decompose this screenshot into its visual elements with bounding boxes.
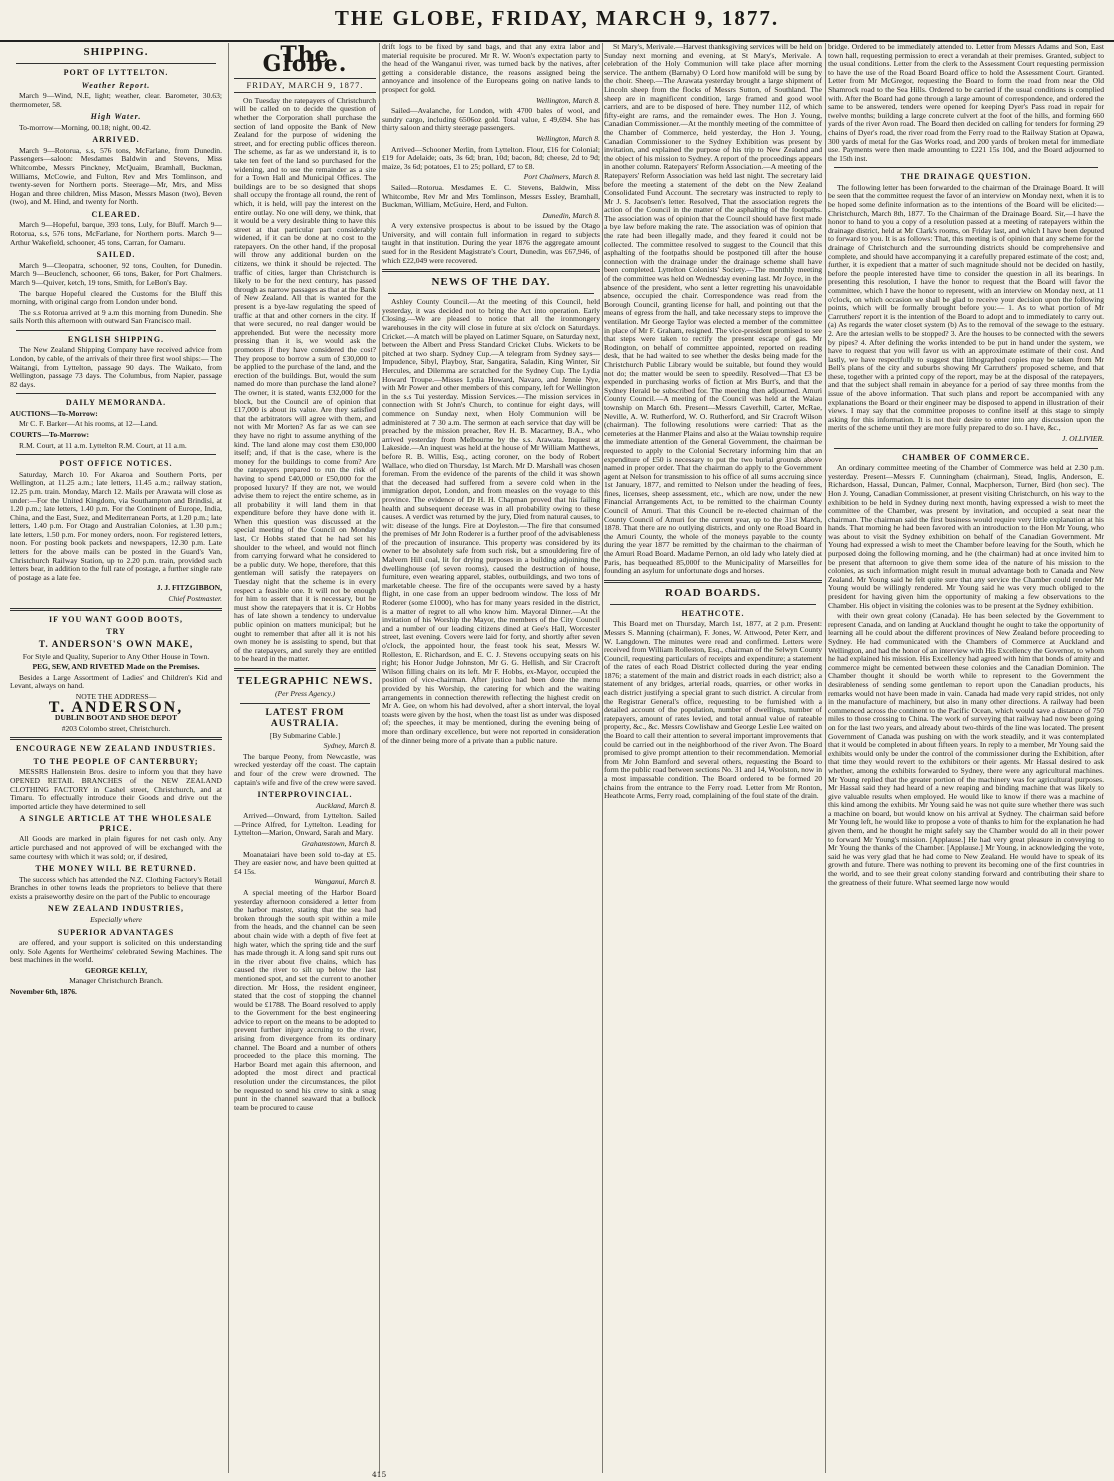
heathcote-heading: HEATHCOTE.: [681, 608, 745, 618]
cable-line: [By Submarine Cable.]: [269, 730, 341, 740]
boots-name: T. ANDERSON'S OWN MAKE,: [38, 639, 194, 650]
cleared-label: CLEARED.: [91, 209, 141, 219]
courts-label: COURTS—To-Morrow:: [10, 430, 90, 440]
road-board-continued: bridge. Ordered to be immediately attended to. Letter from Messrs Adams and Son, East town hall, requesting permission to erect a verandah at their premises. Granted, subject to the usual conditions. Letter from the clerk to the Assessment Court requesting permission to have the use of the Road Board Board office to hold the Assessment Court. Granted. Letter from Mr McGregor, requesting the Board to form the road from near the Old Shamrock road to the Sea Hills. Ordered to be carried if the usual conditions is complied with. After the Board had gone through a large amount of correspondence, and ordered the same to be answered, tenders were opened for keeping Dyer's Pass road in repair for twelve months; building a large concrete culvert at the foot of the hills, and forming 660 yards of the river Avon road. The Board then decided on calling for tenders for forming 29 chains of Dyer's road, the river road from the Ferry road to the Railway Station at Opawa, 300 yards of metal for the Gas Works road, and 200 yards of broken metal for immediate use. Payments were then made amounting to £221 15s 10d, and the Board adjourned to the 15th inst.: [828, 43, 1104, 163]
dunedin-text: A very extensive prospectus is about to be issued by the Otago University, and will contain full information in regard to subjects taught in that institution. During the year 1876 the aggregate amount sued for in the Resident Magistrate's Court, Dunedin, was £67,946, of which £22,049 were recovered.: [382, 221, 600, 265]
divider: [10, 737, 222, 740]
column-4: [604, 43, 822, 1473]
column-1: [10, 43, 222, 1473]
wellington-text: Sailed—Avalanche, for London, with 4700 bales of wool, and sundry cargo, including 6506oz gold. Total value, £ 49,694. She has thirty saloon and thirty steerage passengers.: [382, 106, 600, 133]
english-shipping-text: The New Zealand Shipping Company have received advice from London, by cable, of the arrivals of their three first wool ships:— The Waitangi, from Lyttelton, passage 90 days. The Waikato, from Wellington, passage 73 days. The Columbus, from Napier, passage 82 days.: [10, 345, 222, 389]
arrived-label: ARRIVED.: [92, 135, 140, 145]
column-5: [828, 43, 1104, 1473]
drainage-heading: THE DRAINAGE QUESTION.: [900, 172, 1032, 182]
editorial-dateline: FRIDAY, MARCH 9, 1877.: [234, 78, 376, 93]
boots-pegged: PEG, SEW, AND RIVETED Made on the Premises.: [32, 662, 200, 672]
sailed-label: SAILED.: [96, 250, 136, 260]
press-agency: (Per Press Agency.): [274, 688, 336, 698]
ad-date: November 6th, 1876.: [10, 986, 77, 996]
shipping-paragraph: The barque Hopeful cleared the Customs for the Bluff this morning, with original cargo from London under bond.: [10, 288, 222, 307]
manager-title: Manager Christchurch Branch.: [69, 976, 163, 986]
divider: [234, 668, 376, 671]
auckland-dateline: Auckland, March 8.: [315, 800, 376, 810]
encourage-heading: ENCOURAGE NEW ZEALAND INDUSTRIES.: [16, 744, 216, 754]
shipping-paragraph: The s.s Rotorua arrived at 9 a.m this morning from Dunedin. She sails North this afternoon with outward San Francisco mail.: [10, 307, 222, 326]
wellington-dateline-2: Wellington, March 8.: [536, 133, 600, 143]
chamber-text: An ordinary committee meeting of the Chamber of Commerce was held at 2.30 p.m. yesterday. Present—Messrs F. Cunningham (chairman), Stead, Inglis, Anderson, E. Richardson, Hassal, Duncan, Palmer, Connal, Macpherson, Turner, Bird (hon sec). The Hon J. Young, Canadian Commissioner, at present visiting Christchurch, on his way to the exhibition to be held in Sydney during next month, having expressed a wish to meet the committee of the Chamber, was present by invitation, and occupied a seat near the chairman. The chairman said the first business would require very little explanation at his hands. That morning he had been favored with an introduction to the Hon Mr Young, who was about to visit the Sydney exhibition on behalf of the Canadian Government. Mr Young had expressed a wish to meet the Chamber before leaving for the South, which he purposed doing the following morning, and he (the chairman) had at once invited him to be present that afternoon to give them some idea of the nature of his mission to the colonies, as such information might result in mutual advantage both to Canada and New Zealand. Mr Young said he felt quite sure that any service the Chamber could render Mr Young would be willingly rendered. Mr Young said he was very much obliged to the president for having given him the opportunity of making a few observations to the Chamber. His object in visiting the colonies was to be present at the Sydney exhibition.: [828, 463, 1104, 610]
encourage-single: A SINGLE ARTICLE AT THE WHOLESALE PRICE.: [19, 814, 213, 833]
divider: [388, 293, 594, 294]
memoranda-heading: DAILY MEMORANDA.: [65, 398, 167, 408]
telegraphic-heading: TELEGRAPHIC NEWS.: [236, 674, 374, 687]
sydney-text: The barque Peony, from Newcastle, was wrecked yesterday off the coast. The captain and four of the crew were drowned. The captain's wife and five of the crew were saved.: [234, 751, 376, 787]
chamber-heading: CHAMBER OF COMMERCE.: [902, 452, 1030, 462]
drainage-signature: J. OLLIVIER.: [1062, 434, 1104, 444]
encourage-money: THE MONEY WILL BE RETURNED.: [35, 864, 197, 874]
high-water-text: To-morrow—Morning, 00.18; night, 00.42.: [19, 122, 151, 132]
page-number: 415: [372, 1470, 387, 1479]
boots-try: TRY: [106, 627, 126, 637]
wanganui-text: A special meeting of the Harbor Board yesterday afternoon considered a letter from the harbor master, stating that the sea had broken through the south spit within a mile from the heads, and the channel can be seen about chain wide with a depth of five feet at high water, which the spring tide and the surf has made through it. A long sand spit runs out in the river about five chains, which has caused the river to silt up below the last mentioned spot, and set the current to another direction. Mr Hoss, the resident engineer, stated that the cost of stopping the channel would be £1788. The Board resolved to apply to the Government for the best engineering advice to report on the means to be adopted to prevent further injury accruing to the river, arising from divergence from its ordinary channel. The Board and a number of others proceeded to the place this morning. The Harbor Board met again this afternoon, and adopted the most direct and practical resolution under the circumstances, the pilot be requested to send his crew to sink a snag punt in the channel seaward that a bullock team be procured to cause: [234, 887, 376, 1112]
news-of-the-day-heading: NEWS OF THE DAY.: [431, 276, 551, 289]
auctions-label: AUCTIONS—To-Morrow:: [10, 408, 98, 418]
port-chalmers-text: Sailed—Rotorua. Mesdames E. C. Stevens, Baldwin, Miss Whitcombe, Rev Mr and Mrs Tomlinson, Messrs Essley, Bramhall, Buckman, William, McGuire, Herd, and Fulton.: [382, 182, 600, 210]
post-office-text: Saturday, March 10. For Akaroa and Southern Ports, per Wellington, at 11.25 a.m.; late letters, 11.45 a.m.; railway station, 12.25 p.m. train. Monday, March 12. Mails per Arawata will close as under:—For the United Kingdom, via Southampton and Brindisi, at 1.20 p.m.; late letters, 1.40 p.m. For the Continent of Europe, India, China, and the East, Suez, and Mediterranean Ports, at 1.20 p.m.; late letters, 1.40 p.m. For Otago and Australian Colonies, at 1.30 p.m.; late letters, 1.50 p.m. For money orders, noon. For registered letters, noon. For posting book packets and newspapers, 12.30 p.m. Late letters for the above mails can be posted in the Guard's Van, Christchurch Railway Station, up to 2.20 p.m. train, provided such letters bear, in addition to the full rate of postage, a further single rate of postage as a late fee.: [10, 469, 222, 582]
divider: [834, 167, 1098, 168]
boots-note: NOTE THE ADDRESS—: [75, 692, 157, 701]
high-water-label: High Water.: [90, 112, 142, 122]
postmaster-signature: J. J. FITZGIBBON,: [156, 583, 222, 593]
news-continued: St Mary's, Merivale.—Harvest thanksgiving services will be held on Sunday next morning and evening, at St Mary's, Merivale. A celebration of the Holy Communion will take place after morning service. The anthem (Barnaby) O Lord how manifold will be sung by the choir. Sheep.—The Arawata yesterday brought a large shipment of Lincoln sheep from the flocks of Messrs Sutton, of Southland. The sheep are in magnificent condition, large framed and good wool carriers, and are to be disposed of here. They number 112, of which fifty-eight are rams, and the remainder ewes. The Hon J. Young, Canadian Commissioner.—At the monthly meeting of the committee of the Chamber of Commerce, held yesterday, the Hon J. Young, Canadian Commissioner to the Sydney Exhibition was present by invitation, and explained the purpose of his trip to New Zealand and the object of his mission to Sydney. A report of the proceedings appears in another column. Ratepayers' Reform Association.—A meeting of the Ratepayers' Reform Association was held last night. The secretary laid before the meeting a statement of the debt on the New Zealand Consolidated Fund Account. The secretary was instructed to reply to Mr J. S. Jacobsen's letter. Resolved, That the association regrets the action of the Council in the matter of the asphalting of the footpaths. The association was of opinion that the Council should have first made a bye law before making the rate. The association was of opinion that the rate had been illegally made, and they feared it could not be collected. The committee resolved to suggest to the Council that this asphalting of the footpaths should be postponed till after the house connection with the drainage under the drainage scheme shall have been completed. Lyttelton Colonists' Society.—The monthly meeting of the committee was held on Wednesday evening last. Mr Joyce, in the absence of the president, who sent a letter regretting his unavoidable absence, occupied the chair. Correspondence was read from the Borough Council, granting license for hall, and pointing out that the means of egress from the hall, and take necessary steps to improve the ventilation. Mr George Taylor was elected a member of the committee in place of Mr F. Graham, resigned. The vice-president promised to see that steps were taken to rectify the present escape of gas. Mr Rodington, on behalf of committee appointed, reported on reading desk, that he had waited to see whether the desks being made for the Christchurch Public Library would be suitable, but found they would not do; the matter would be seen to speedily. Resolved—That £3 be expended in purchasing works of fiction at Mrs Burt's, and that the Sydney Herald be subscribed for. The meeting then adjourned. Amuri County Council.—A meeting of the Council was held at the Waiau township on March 6th. Present—Messrs Caverhill, Carter, McRae, Neville, A. W. Rutherford, W. O. Rutherford, and Sir Cracroft Wilson (chairman). The following resolutions were carried: That as the cemeteries at the Hanmer Plains and also at the Waiau township require the immediate attention of the General Government, the chairman be requested to apply to the Colonial Secretary informing him that an expenditure of £50 is necessary to put the two burial grounds above named in proper order. That the chairman do apply to the Government agent at Nelson for transmission to his office of all sums accruing since 1st January, 1877, and remitted to Nelson under the heading of fees, fines, licenses, sheep assessment, etc., which are now, under the new Financial Arrangements Act, to be remitted to the chairman County Council of Amuri. That this Council be re-elected chairman of the County Council of Amuri for the current year, up to the 31st March, 1878. That there are no outlying districts, and only one Road Board in the Amuri County, the whole of the moneys payable to the county during the year 1877 be remitted by the chairman to the chairman of the Amuri Road Board. Madame Pernon, an old lady who lately died at Paris, has bequeathed 85,000f to the Municipality of Marseilles for founding an asylum for unfortunate dogs and horses.: [604, 43, 822, 576]
column-divider: [228, 43, 229, 1473]
port-chalmers-dateline: Port Chalmers, March 8.: [523, 172, 600, 182]
arrived-text: March 9—Rotorua, s.s, 576 tons, McFarlane, from Dunedin. Passengers—saloon: Mesdames Baldwin and Stevens, Miss Whitcombe, Messrs Pinckney, McQuaim, Bramhall, Buckman, Williams, McCowie, and Fulton, Rev and Mrs Tomlinson, and twenty-seven for Northern ports. Steerage—Mr, Mrs, and Miss Hogan and three children, Miss Mason, Messrs Mason (two), Beven (two), and M. Hind, and twenty for North.: [10, 145, 222, 207]
divider: [610, 604, 816, 605]
encourage-text: MESSRS Hallenstein Bros. desire to inform you that they have OPENED RETAIL BRANCHES of the NEW ZEALAND CLOTHING FACTORY in Cashel street, Christchurch, and at Timaru. To effectually introduce their Goods and drive out the imported article they have determined to sell: [10, 767, 222, 811]
divider: [604, 580, 822, 583]
weather-text: March 9—Wind, N.E, light; weather, clear. Barometer, 30.63; thermometer, 58.: [10, 91, 222, 109]
post-office-heading: POST OFFICE NOTICES.: [59, 459, 173, 469]
divider: [16, 454, 216, 455]
divider: [240, 703, 370, 704]
column-divider: [379, 43, 380, 1473]
english-shipping-heading: ENGLISH SHIPPING.: [67, 334, 165, 344]
australia-heading: LATEST FROM AUSTRALIA.: [265, 707, 345, 729]
port-heading: PORT OF LYTTELTON.: [63, 68, 169, 77]
encourage-text-4: are offered, and your support is solicited on this understanding only. Sole Agents for Wertheims' celebrated Sewing Machines. The best machines in the world.: [10, 938, 222, 965]
dunedin-dateline: Dunedin, March 8.: [542, 210, 600, 220]
boots-address-street: #203 Colombo street, Christchurch.: [61, 723, 171, 733]
wellington-text-2: Arrived—Schooner Merlin, from Lyttelton. Flour, £16 for Colonial; £19 for Adelaide; oats, 3s 6d; bran, 10d; bacon, 8d; cheese, 2d to 9d; maize, 3s 6d; potatoes, £1 to 25; pollard, £7 to £8.: [382, 144, 600, 171]
grahamstown-dateline: Grahamstown, March 8.: [301, 839, 376, 848]
encourage-text-3: The success which has attended the N.Z. Clothing Factory's Retail Branches in other towns leads the proprietors to believe that there exists a praiseworthy desire on the part of the Public to encourage: [10, 874, 222, 901]
chamber-text-continued: with their own great colony (Canada). He has been selected by the Government to represent Canada, and on landing at Auckland thought he ought to take the opportunity of learning all he could about the different provinces of New Zealand before proceeding to Sydney. He had communicated with the Chambers of Commerce at Auckland and Wellington, and had the honor of an interview with His Excellency the Governor, to whom he had explained his mission. His Excellency had agreed with him that bonds of amity and commerce might be cemented between these colonies and the Canadian Dominion. The Chamber thought it should be worth while to represent to the Government the desirableness of sending some gentleman to report upon the Canadian products, his remarks would not have been made in vain. Canada had made very rapid strides, not only in the manufacture of machinery, but also in many other directions. A railway had been commenced across the continent to the Pacific Ocean, which would save a distance of 750 miles to those crossing to China. The work of surveying that railway had now been going on for the last two years, and already about two-thirds of the line was located. The present Government of Canada was pushing on with the work steadily, and it was contemplated that it would be completed in about fifteen years. In reply to a member, Mr Young said the exhibits would only be under the control of the commissioner during the Exhibition, after that time they would revert to the exhibitors or their agents. Mr Hassal desired to ask whether, among the exhibits forwarded to Sydney, there were any agricultural machines. Mr Young replied that the greater portion of the machinery was for agricultural purposes. Mr Hassal said they had heard of a new reaping and binding machine that was likely to give valuable results when employed. He would like to know if there was a machine of this kind among the exhibits. Mr Young said he was not quite sure whether there was such a machine on board, but would know on his arrival at Sydney. The chairman said before Mr Young left, he would like to propose a vote of thanks to him for the explanation he had given them, and he thought he might safely say the Chamber would do all in their power to forward Mr Young's mission. [Applause.] He had very great pleasure in conveying to Mr Young the thanks of the Chamber. [Applause.] Mr Young, in acknowledging the vote, said he was very glad that he had come to New Zealand. He would have to speak of its growth and future. There was nothing to prevent its becoming one of the first countries in the world, and to see their great colony standing forward and contributing their share to the greatness of their future. What seemed large now would: [828, 611, 1104, 887]
continued-text: drift logs to be fixed by sand bags, and that any extra labor and material requisite be procured. Mr R. W. Woon's expectation party to the head of the Wanganui river, was turned back by the natives, after getting a considerable distance, the reasons assigned being the annoyance and insolence of the Europeans going on native lands to prospect for gold.: [382, 43, 600, 94]
column-divider: [602, 43, 603, 1473]
page-title: THE GLOBE, FRIDAY, MARCH 9, 1877.: [334, 6, 780, 30]
boots-address: DUBLIN BOOT AND SHOE DEPOT: [54, 713, 178, 723]
auctions-text: Mr C. F. Barker—At his rooms, at 12—Land.: [19, 419, 158, 429]
road-boards-heading: ROAD BOARDS.: [665, 586, 761, 599]
road-board-text: This Board met on Thursday, March 1st, 1877, at 2 p.m. Present: Messrs S. Manning (chairman), F. Jones, W. Attwood, Peter Kerr, and W. Langdown. The minutes were read and confirmed. Letters were received from William Rolleston, Esq., chairman of the Selwyn County Council, requesting particulars of receipts and expenditure; a statement of the rates of each Road District collected during the year ending 1876; a statement of the main and district roads in each district; also a statement of any bridges, arterial roads, quarries, or other works in each district justifying a special grant to such district. A circular from the Registrar General's office, requesting to be furnished with a detailed account of the population, number of dwellings, number of ratepayers, amount of rates levied, and total annual value of rateable property, &c., &c. Messrs Cowlishaw and George Leslie Lee waited on the Board to call their attention to several important improvements that could be carried out in the neighborhood of the river Avon. The Board promised to give prompt attention to their recommendation. Memorial from Mr John Bamford and several others, requesting the Board to form the public road between sections No. 31 and 14, Woolston, now in a most impassable condition. The Board ordered to be formed 20 chains from the entrance to the Ferry road. Letter from Mr Ronton, Heathcote Arms, Ferry road, complaining of the foul state of the drain.: [604, 619, 822, 801]
wellington-dateline: Wellington, March 8.: [536, 95, 600, 105]
column-2: [234, 43, 376, 1473]
cleared-text: March 9—Hopeful, barque, 393 tons, Luly, for Bluff. March 9—Rotorua, s.s, 576 tons, McFarlane, for Northern ports. March 9—Arthur Wakefield, schooner, 45 tons, Carran, for Oamaru.: [10, 220, 222, 247]
encourage-nz: NEW ZEALAND INDUSTRIES,: [48, 904, 184, 914]
encourage-text-2: All Goods are marked in plain figures for net cash only. Any article purchased and not approved of will be exchanged with the same courtesy with which it was sold; or, if desired,: [10, 834, 222, 861]
divider: [10, 608, 222, 611]
divider: [382, 269, 600, 272]
boots-big-name: T. ANDERSON,: [48, 698, 184, 716]
leader-article: On Tuesday the ratepayers of Christchurch will be called on to decide the question of whether the Corporation shall purchase the section of land opposite the Bank of New Zealand for the purpose of widening the street, and for erecting public offices thereon. The scheme, as far as we understand it, is to take ten feet of the land so purchased for the widening, and to use the remainder as a site for a Town Hall and Municipal Offices. The buildings are to be so designed that shops shall occupy the frontage all round, the rent of which, it is held, will pay the interest on the entire outlay. No one will deny, we think, that it would be a very desirable thing to have this street at that particular part considerably widened, if it can be done at no cost to the ratepayers. On the other hand, if the proposal will throw any additional burden on the citizens, we think it should be rejected. The traffic of cities, larger than Christchurch is likely to be for the next century, has passed through as narrow passages as that at the Bank of New Zealand. All that is wanted for the present is a bye-law regulating the speed of traffic at that and other corners in the city. If that were secured, no real danger would be apprehended. But were the necessity more pressing than it is, we would ask the promoters if they have considered the cost? They propose to borrow a sum of £30,000 to be applied to the purchase of the land, and the erection of the buildings. But, would the sum named do more than purchase the land alone? The owner, it is stated, wants £32,000 for the block, but the Council are of opinion that £17,000 is about its value. Are they satisfied that the arbitrators will agree with them, and not with Mr Morten? As far as we can see they have no right to assume anything of the kind. The land alone may cost them £30,000 itself; and, if that is the case, where is the money for the buildings to come from? Are the ratepayers prepared to run the risk of having to spend £40,000 or £50,000 for the proposed luxury? If they are not, we would advise them to reject the entire scheme, as in all probability it will land them in that expenditure before they have done with it. When this question was discussed at the special meeting of the Council on Monday last, Cr Hobbs stated that he had set his shoulder to the wheel, and would not flinch from carrying forward what he considered to be a public duty. We hope, therefore, that this gentleman will satisfy the ratepayers on Tuesday night that the scheme is in every respect a feasible one. It will not be enough for him to assert that it is necessary, but he must show the ratepayers that it is. Cr Hobbs has of late shown a tendency to undervalue public opinion on matters municipal; but he ought to remember that after all it is not his own money he is assisting to spend, but that of the ratepayers, and surely they are entitled to be heard in the matter.: [234, 95, 376, 664]
encourage-sub: TO THE PEOPLE OF CANTERBURY;: [33, 756, 199, 766]
sailed-text: March 9—Cleopatra, schooner, 92 tons, Coulten, for Dunedin. March 9—Beuclench, schooner, 66 tons, Baker, for Port Chalmers. March 9—Quiver, ketch, 19 tons, Smith, for LeBon's Bay.: [10, 260, 222, 287]
courts-text: R.M. Court, at 11 a.m. Lyttelton R.M. Court, at 11 a.m.: [19, 440, 187, 450]
encourage-superior: SUPERIOR ADVANTAGES: [57, 927, 175, 937]
boots-heading: IF YOU WANT GOOD BOOTS,: [49, 614, 183, 624]
postmaster-title: Chief Postmaster.: [168, 594, 222, 604]
manager-signature: GEORGE KELLY,: [84, 965, 148, 975]
news-text: Ashley County Council.—At the meeting of this Council, held yesterday, it was decided not to bring the Act into operation. Early Closing.—We are pleased to notice that all the ironmongery warehouses in the city will close in future at six o'clock on Saturdays. Cricket.—A match will be played on Latimer Square, on Saturday next, between the Albert and Press Standard Cricket Clubs. Wickets to be pitched at two sharp. Sydney Cup.—A telegram from Sydney says—Impudence, Sibyl, Playboy, Star, Sangatira, Saladin, King Winter, Sir Hercules, and Dilemma are scratched for the Sydney Cup. The Lydia Howard Troupe.—Misses Lydia Howard, Navaro, and Jennie Nye, with Mr Power and other members of this company, left for Wellington in the s.s Tui yesterday. Mission Services.—The mission services in connection with St John's Church, to continue for eight days, will commence on Sunday next, when Holy Communion will be administered at 7 30 a.m. The sermon at each service that day will be preached by the mission preacher, Rev H. B. Macartney, B.A., who arrived yesterday from Melbourne by the s.s. Arawata. Inquest at Lakeside.—An inquest was held at the house of Mr William Matthews, before R. B. Willis, Esq., acting coroner, on the body of Robert Wallace, who died on Thursday, 1st March. Mr D. Marshall was chosen foreman. From the evidence of the parents of the child it was shown that the deceased had suffered from a severe cold when in the immigration depot, London, and from measles on the voyage to this province. The evidence of Dr H. H. Chapman proved that his failing health and subsequent decease was in all probability owing to these causes. A verdict was returned by the jury, Died from natural causes, to wit: disease of the lungs. Fire at Doyleston.—The fire that consumed the premises of Mr John Roderer is a further proof of the advisableness of the precaution of insurance. This property was considered by its owner to be absolutely safe from such risk, but a smouldering fire of Malvern Hill coal, lit for drying purposes in a building adjoining the dwellinghouse (of seven rooms), caused the destruction of house, furniture, even wearing apparel, stables, outbuildings, and two tons of marketable cheese. The fire of the occupants were saved by a hasty flight, in one case from an upper bedroom window. The loss of Mr Roderer (some £1000), who has for many years resided in the district, is a matter of regret to all who know him. Mayoral Dinner.—At the invitation of his Worship the Mayor, the members of the City Council and a number of our leading citizens dined at Gee's Hall, Worcester street, last evening. Covers were laid for forty, and shortly after seven o'clock, the appointed hour, the feast took his seat, Messrs W. Rolleston, E. Richardson, and E. C. J. Stevens occupying seats on his right; his Honor Judge Johnston, Mr G. G. Hellish, and Sir Cracroft Wilson filling chairs on its left. Mr F. Hobbs, ex-Mayor, occupied the position of vice-chairman. After justice had been done the menu provided by his Worship, the catering for which and the waiting arrangements in connection therewith reflecting the highest credit on Mr A. Gee, on whom his had devolved, after a short interval, the loyal toasts were given by the host, when the toast list as under was disposed of; the speeches, it may be mentioned, during the evening being of more than ordinary excellence, but were not reported in consideration of the dinner being more of a private than a public nature.: [382, 297, 600, 745]
sydney-dateline: Sydney, March 8.: [323, 741, 376, 751]
weather-label: Weather Report.: [81, 80, 151, 90]
divider: [16, 330, 216, 331]
column-divider: [825, 43, 826, 1473]
divider: [16, 63, 216, 64]
divider: [16, 393, 216, 394]
shipping-heading: SHIPPING.: [83, 46, 149, 58]
columns: [10, 43, 1106, 1473]
encourage-esp: Especially where: [90, 914, 142, 924]
masthead: [0, 0, 1114, 42]
globe-logo: The Globe.: [262, 43, 348, 77]
boots-besides: Besides a Large Assortment of Ladies' and Children's Kid and Levant, always on hand.: [10, 672, 222, 691]
wanganui-dateline: Wanganui, March 8.: [314, 877, 376, 887]
drainage-text: The following letter has been forwarded to the chairman of the Drainage Board. It will be seen that the committee request the favor of an interview on Monday next, when it is to be hoped some definite information as to the intentions of the Board will be elicited:— Christchurch, March 8th, 1877. To the Chairman of the Drainage Board. Sir,—I have the honor to hand to you a copy of a resolution passed at a meeting of ratepayers within the drainage district, held at Mr Clark's rooms, on Friday last, and which I have been deputed to forward to you. It is as follows: That, this meeting is of opinion that any scheme for the drainage of Christchurch and the surrounding districts should be comprehensive and complete, and should have accompanying it a carefully prepared estimate of the cost; and, further, it is expedient that a matter of such magnitude should not be decided on hastily, before the people interested have time to consider the question in all its bearings. In presenting this resolution, I have the honor to request that the Board will favor the committee, which I have the honor to represent, with an interview on Monday next, at 11 o'clock, on which occasion we shall be glad to receive your decision upon the following points, which will be formally brought before you:— 1. As to what portion of Mr Carruthers' report it is the intention of the Board to adopt and to immediately to carry out. (a) As regards the water closet system (b) As to the removal of the sewage to the estuary. 2. Are the artesian wells to be stopped? 3. Are the houses to be connected with the sewers by pipes? 4. After defining the works intended to be put in hand under the system, we have to request that you will favor us with an approximate estimate of their cost. And lastly, we have respectfully to suggest that lithographed copies may be taken from Mr Bell's plans of the city and suburbs showing Mr Carruthers' proposed scheme, and that these, together with a printed copy of the report, may be at the disposal of the ratepayers, and that the subject shall remain in abeyance for a period of say three months from the issue of the above information. That such plans and report be accompanied with any explanations the Board or their engineer may be disposed to append in illustration of their views. I may say that the committee proposes to confine itself at this stage to simply asking for this information. It is not their desire to enter into any discussion upon the merits of the scheme until they are more fully prepared to do so. I have, &c.,: [828, 182, 1104, 433]
divider: [834, 448, 1098, 449]
boots-line: For Style and Quality, Superior to Any Other House in Town.: [22, 651, 210, 661]
grahamstown-text: Moanataiari have been sold to-day at £5. They are easier now, and have been quitted at £4 15s.: [234, 849, 376, 876]
auckland-text: Arrived—Onward, from Lyttelton. Sailed—Prince Alfred, for Lyttelton. Leading for Lyttelton—Marion, Onward, Sarah and Mary.: [234, 811, 376, 838]
column-3: [382, 43, 600, 1473]
interprovincial-heading: INTERPROVINCIAL.: [257, 790, 353, 800]
